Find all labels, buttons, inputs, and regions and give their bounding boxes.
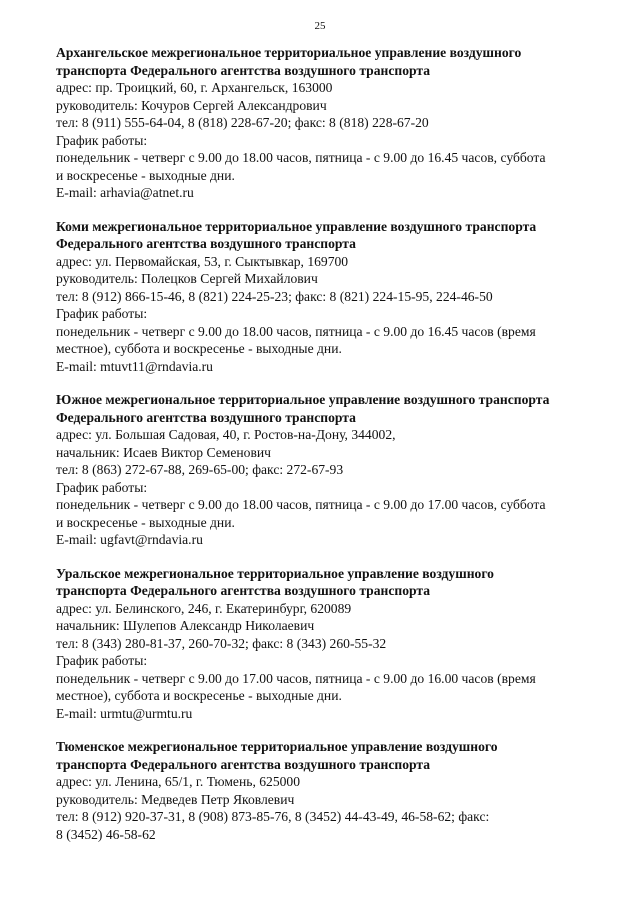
org-head: начальник: Исаев Виктор Семенович <box>56 444 271 460</box>
org-title: Южное межрегиональное территориальное управление воздушного транспорта <box>56 392 550 407</box>
schedule-text: местное), суббота и воскресенье - выходные дни. <box>56 341 342 356</box>
org-title: Уральское межрегиональное территориальное управление воздушного <box>56 565 494 581</box>
org-address: адрес: ул. Первомайская, 53, г. Сыктывкар, 169700 <box>56 253 349 269</box>
organization-block <box>56 218 616 376</box>
org-title: транспорта Федерального агентства воздушного транспорта <box>56 583 431 598</box>
org-address: адрес: ул. Ленина, 65/1, г. Тюмень, 625000 <box>56 774 301 789</box>
page-number: 25 <box>314 20 326 32</box>
org-email: E-mail: arhavia@atnet.ru <box>56 185 194 200</box>
org-head: руководитель: Полецков Сергей Михайлович <box>56 271 318 286</box>
schedule-label: График работы: <box>56 306 148 321</box>
org-phone: тел: 8 (863) 272-67-88, 269-65-00; факс: 272-67-93 <box>56 462 344 477</box>
org-phone: 8 (3452) 46-58-62 <box>56 826 156 842</box>
schedule-text: местное), суббота и воскресенье - выходные дни. <box>56 688 342 703</box>
org-phone: тел: 8 (912) 920-37-31, 8 (908) 873-85-76, 8 (3452) 44-43-49, 46-58-62; факс: <box>56 809 490 824</box>
org-email: E-mail: urmtu@urmtu.ru <box>56 705 193 721</box>
org-title: Федерального агентства воздушного транспорта <box>56 236 356 251</box>
org-address: адрес: ул. Большая Садовая, 40, г. Ростов-на-Дону, 344002, <box>56 427 396 442</box>
schedule-text: понедельник - четверг с 9.00 до 18.00 часов, пятница - с 9.00 до 16.45 часов, суббота <box>56 150 546 165</box>
organization-block <box>56 44 616 202</box>
org-title: Архангельское межрегиональное территориальное управление воздушного <box>56 45 522 60</box>
organization-block <box>56 391 616 549</box>
org-title: Тюменское межрегиональное территориальное управление воздушного <box>56 739 498 754</box>
schedule-label: График работы: <box>56 132 148 148</box>
schedule-label: График работы: <box>56 653 148 668</box>
organization-block <box>56 565 616 723</box>
org-email: E-mail: mtuvt11@rndavia.ru <box>56 358 213 374</box>
document-body <box>56 44 616 859</box>
org-title: Федерального агентства воздушного транспорта <box>56 409 356 425</box>
schedule-text: и воскресенье - выходные дни. <box>56 514 235 530</box>
org-phone: тел: 8 (912) 866-15-46, 8 (821) 224-25-23; факс: 8 (821) 224-15-95, 224-46-50 <box>56 288 493 304</box>
schedule-text: понедельник - четверг с 9.00 до 18.00 часов, пятница - с 9.00 до 17.00 часов, суббота <box>56 497 546 512</box>
schedule-text: и воскресенье - выходные дни. <box>56 167 235 183</box>
schedule-text: понедельник - четверг с 9.00 до 18.00 часов, пятница - с 9.00 до 16.45 часов (время <box>56 323 536 339</box>
org-address: адрес: пр. Троицкий, 60, г. Архангельск, 163000 <box>56 80 333 95</box>
org-title: транспорта Федерального агентства воздушного транспорта <box>56 62 431 78</box>
schedule-text: понедельник - четверг с 9.00 до 17.00 часов, пятница - с 9.00 до 16.00 часов (время <box>56 670 536 686</box>
schedule-label: График работы: <box>56 479 148 495</box>
org-head: руководитель: Кочуров Сергей Александрович <box>56 97 327 113</box>
org-head: руководитель: Медведев Петр Яковлевич <box>56 791 295 807</box>
org-head: начальник: Шулепов Александр Николаевич <box>56 618 315 633</box>
org-email: E-mail: ugfavt@rndavia.ru <box>56 532 203 547</box>
org-title: транспорта Федерального агентства воздушного транспорта <box>56 756 431 772</box>
organization-block <box>56 738 616 843</box>
org-address: адрес: ул. Белинского, 246, г. Екатеринбург, 620089 <box>56 600 352 616</box>
org-phone: тел: 8 (343) 280-81-37, 260-70-32; факс: 8 (343) 260-55-32 <box>56 635 387 651</box>
org-phone: тел: 8 (911) 555-64-04, 8 (818) 228-67-20; факс: 8 (818) 228-67-20 <box>56 115 429 130</box>
org-title: Коми межрегиональное территориальное управление воздушного транспорта <box>56 218 537 234</box>
